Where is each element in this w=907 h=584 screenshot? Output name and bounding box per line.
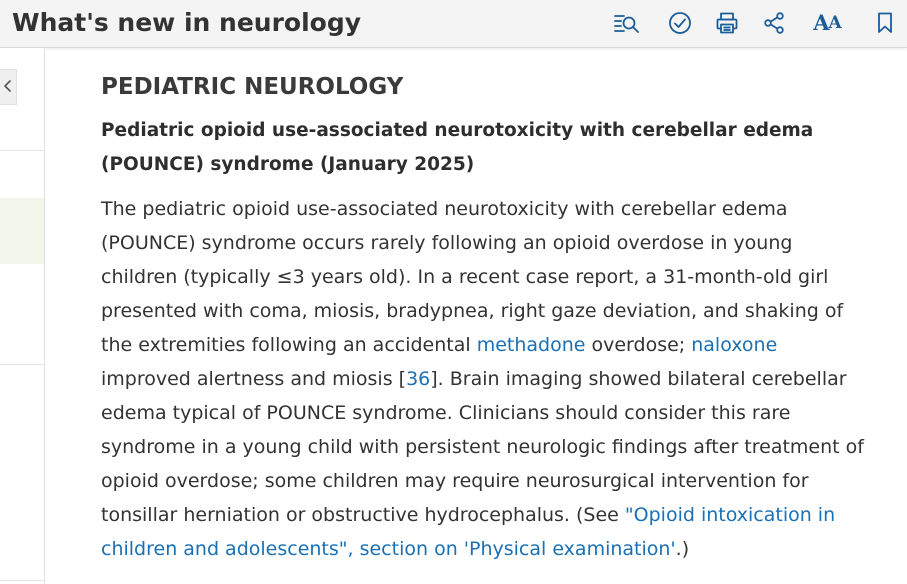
paragraph-text: improved alertness and miosis [ xyxy=(101,368,407,390)
section-heading: PEDIATRIC NEUROLOGY xyxy=(101,74,404,100)
update-paragraph xyxy=(101,192,871,566)
find-in-page-icon xyxy=(613,11,641,35)
top-toolbar xyxy=(0,0,907,48)
topic-link[interactable]: "Opioid intoxication in children and adolescents", section on 'Physical examination' xyxy=(101,504,836,560)
mark-reviewed-button[interactable] xyxy=(665,9,695,37)
sidebar-divider xyxy=(0,364,44,365)
paragraph-text: The pediatric opioid use-associated neurotoxicity with cerebellar edema (POUNCE) syndrome occurs rarely following an opioid overdose in young children (typically ≤3 years old). In a recent case report, a 31-month-old girl presented with coma, miosis, bradypnea, right gaze deviation, and shaking of the extremities following an accidental xyxy=(101,198,844,356)
print-button[interactable] xyxy=(712,9,742,37)
outline-sidebar xyxy=(0,48,45,584)
collapse-sidebar-button[interactable] xyxy=(0,69,17,105)
sidebar-divider xyxy=(0,150,44,151)
font-size-small-label: A xyxy=(828,13,841,33)
naloxone-link[interactable]: naloxone xyxy=(691,334,778,356)
bookmark-button[interactable] xyxy=(870,9,900,37)
paragraph-text: .) xyxy=(675,538,690,560)
paragraph-text: ]. Brain imaging showed bilateral cerebellar edema typical of POUNCE syndrome. Clinicians should consider this rare syndrome in a young child with persistent neurologic findings after treatment of opioid overdose; some children may require neurosurgical intervention for tonsillar herniation or obstructive hydrocephalus. (See xyxy=(101,368,864,526)
bookmark-icon xyxy=(875,11,895,35)
methadone-link[interactable]: methadone xyxy=(476,334,586,356)
find-in-page-button[interactable] xyxy=(612,9,642,37)
chevron-left-icon xyxy=(3,78,13,97)
sidebar-divider xyxy=(0,580,44,581)
article-content xyxy=(101,70,891,566)
share-button[interactable] xyxy=(759,9,789,37)
checkmark-icon xyxy=(668,11,692,35)
print-icon xyxy=(715,11,739,35)
sidebar-item-active[interactable] xyxy=(0,198,44,264)
font-size-button[interactable] xyxy=(810,9,844,37)
reference-link[interactable]: 36 xyxy=(406,368,431,390)
update-heading: Pediatric opioid use-associated neurotoxicity with cerebellar edema (POUNCE) syndrome (January 2025) xyxy=(101,120,814,175)
paragraph-text: overdose; xyxy=(585,334,692,356)
page-title: What's new in neurology xyxy=(12,8,362,37)
font-size-large-label: A xyxy=(813,10,829,35)
share-icon xyxy=(762,11,786,35)
